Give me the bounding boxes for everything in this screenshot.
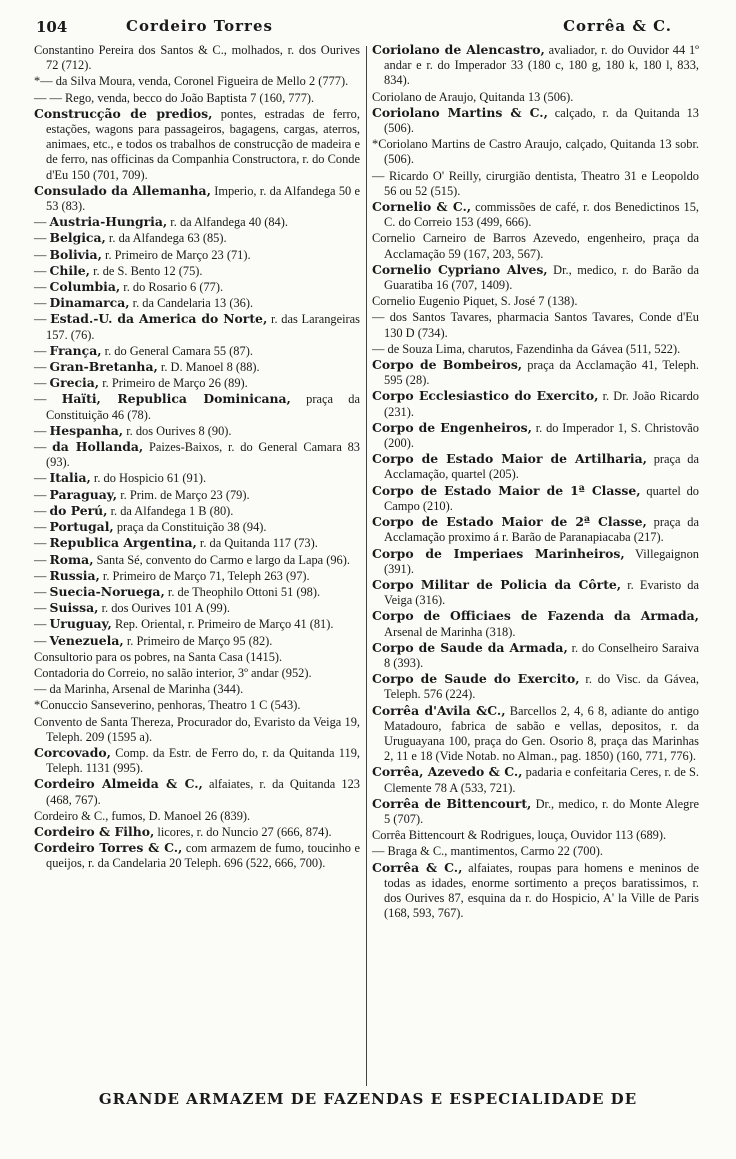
entry-name: Grecia, — [49, 375, 100, 391]
entry-details: Dr., medico, r. do Barão da Guaratiba 16 (707, 1409). — [384, 262, 700, 293]
entry-lead: — — [34, 682, 50, 697]
entry-lead: — — [34, 617, 50, 632]
entry-lead: — — [372, 310, 390, 325]
entry-details: da Marinha, Arsenal de Marinha (344). — [49, 682, 244, 697]
page-footer-advert: GRANDE ARMAZEM DE FAZENDAS E ESPECIALIDADE DE — [98, 1090, 638, 1108]
entry-name: Corpo de Saude do Exercito, — [372, 671, 580, 687]
entry-details: r. dos Ourives 101 A (99). — [98, 601, 230, 616]
entry-details: r. do Rosario 6 (77). — [120, 280, 224, 295]
directory-entry — [34, 552, 360, 568]
entry-details: r. Primeiro de Março 95 (82). — [123, 633, 273, 648]
entry-details: r. Primeiro de Março 26 (89). — [99, 376, 248, 391]
entry-details: *Coriolano Martins de Castro Araujo, calçado, Quitanda 13 sobr. (506). — [372, 137, 699, 167]
directory-entry — [372, 42, 699, 89]
entry-details: Villegaignon (391). — [384, 546, 699, 576]
entry-name: Russia, — [49, 567, 100, 583]
directory-entry — [372, 420, 699, 451]
entry-lead: — — — [34, 90, 65, 105]
entry-name: Bolivia, — [49, 246, 102, 262]
entry-lead: — — [34, 584, 50, 599]
entry-name: Cordeiro Torres & C., — [34, 840, 183, 856]
directory-entry — [34, 230, 360, 246]
directory-entry — [34, 776, 360, 807]
directory-entry — [34, 808, 360, 824]
entry-details: r. dos Ourives 8 (90). — [123, 423, 232, 438]
entry-details: praça da Acclamação proximo á r. Barão de Paranapiacaba (217). — [384, 515, 699, 545]
entry-name: Cornelio & C., — [372, 199, 472, 215]
directory-entry — [34, 359, 360, 375]
entry-lead: — — [34, 296, 50, 311]
entry-lead: — — [372, 341, 388, 356]
directory-entry — [372, 546, 699, 577]
entry-details: Constantino Pereira dos Santos & C., molhados, r. dos Ourives 72 (712). — [34, 43, 360, 73]
entry-lead: — — [372, 168, 390, 183]
directory-entry — [34, 263, 360, 279]
entry-details: quartel do Campo (210). — [384, 483, 699, 513]
directory-entry — [34, 600, 360, 616]
entry-lead: — — [34, 536, 50, 551]
entry-details: Convento de Santa Thereza, Procurador do, Evaristo da Veiga 19, Teleph. 209 (1595 a). — [34, 714, 360, 744]
directory-entry — [34, 649, 360, 665]
entry-details: Imperio, r. da Alfandega 50 e 53 (83). — [46, 183, 361, 214]
entry-name: Corrêa, Azevedo & C., — [372, 764, 523, 780]
entry-details: Paizes-Baixos, r. do General Camara 83 (93). — [46, 440, 360, 470]
entry-name: Corpo de Engenheiros, — [372, 419, 532, 435]
entry-details: r. do Visc. da Gávea, Teleph. 576 (224). — [384, 672, 699, 702]
directory-entry — [372, 640, 699, 671]
entry-details: r. Evaristo da Veiga (316). — [384, 577, 699, 608]
directory-entry — [372, 577, 699, 608]
directory-entry — [34, 214, 360, 230]
entry-name: Uruguay, — [49, 616, 112, 632]
entry-details: r. das Larangeiras 157. (76). — [46, 312, 360, 342]
entry-name: Corpo Militar de Policia da Côrte, — [372, 576, 622, 592]
directory-entry — [34, 584, 360, 600]
entry-details: licores, r. do Nuncio 27 (666, 874). — [154, 824, 332, 839]
entry-details: Cornelio Carneiro de Barros Azevedo, engenheiro, praça da Acclamação 59 (167, 203, 567). — [372, 231, 699, 261]
entry-name: Construcção de predios, — [34, 105, 213, 121]
entry-name: Corcovado, — [34, 744, 111, 760]
entry-details: praça da Constituição 46 (78). — [46, 392, 360, 422]
directory-entry — [34, 840, 360, 871]
entry-lead: — — [34, 360, 50, 375]
entry-details: praça da Acclamação 41, Teleph. 595 (28). — [384, 358, 699, 388]
entry-name: Cordeiro & Filho, — [34, 823, 155, 839]
directory-entry — [372, 136, 699, 167]
directory-entry — [34, 519, 360, 535]
entry-lead: *— — [34, 74, 56, 89]
entry-name: Dinamarca, — [49, 295, 130, 311]
entry-name: Italia, — [49, 470, 91, 486]
entry-lead: — — [34, 520, 50, 535]
directory-entry — [372, 341, 699, 357]
entry-lead: — — [34, 633, 50, 648]
entry-details: r. Dr. João Ricardo (231). — [384, 389, 699, 419]
entry-lead: — — [34, 487, 50, 502]
entry-lead: — — [34, 247, 50, 262]
entry-name: Corpo de Officiaes de Fazenda da Armada, — [372, 608, 699, 624]
entry-name: Corpo de Saude da Armada, — [372, 639, 568, 655]
entry-lead: — — [34, 568, 50, 583]
entry-details: Santa Sé, convento do Carmo e largo da Lapa (96). — [93, 552, 350, 567]
entry-name: Coriolano de Alencastro, — [372, 42, 545, 57]
entry-name: Cordeiro Almeida & C., — [34, 776, 203, 792]
entry-name: Corrêa d'Avila &C., — [372, 702, 506, 718]
entry-details: r. D. Manoel 8 (88). — [157, 360, 260, 375]
entry-details: alfaiates, r. da Quitanda 123 (468, 767). — [46, 777, 360, 807]
entry-details: r. da Alfandega 63 (85). — [105, 231, 227, 246]
entry-name: Belgica, — [49, 230, 106, 246]
entry-name: Haïti, Republica Dominicana, — [61, 391, 291, 407]
right-running-head: Corrêa & C. — [563, 17, 672, 35]
entry-details: r. da Candelaria 13 (36). — [129, 296, 254, 311]
directory-entry — [34, 106, 360, 183]
directory-entry — [34, 470, 360, 486]
entry-lead: — — [34, 215, 50, 230]
entry-name: França, — [49, 342, 102, 358]
entry-details: r. do Imperador 1, S. Christovão (200). — [384, 420, 699, 451]
entry-details: avaliador, r. do Ouvidor 44 1º andar e r. do Imperador 33 (180 c, 180 g, 180 k, 180 l, 833, 834). — [384, 43, 699, 88]
entry-name: Corpo de Bombeiros, — [372, 357, 523, 373]
entry-lead: — — [372, 844, 388, 859]
directory-entry — [372, 827, 699, 843]
entry-details: Comp. da Estr. de Ferro do, r. da Quitanda 119, Teleph. 1131 (995). — [46, 745, 360, 776]
entry-details: Coriolano de Araujo, Quitanda 13 (506). — [372, 89, 574, 104]
entry-details: dos Santos Tavares, pharmacia Santos Tavares, Conde d'Eu 130 D (734). — [384, 310, 699, 340]
entry-lead: — — [34, 392, 62, 407]
entry-name: Chile, — [49, 262, 90, 278]
entry-name: Corpo de Estado Maior de Artilharia, — [372, 451, 647, 467]
entry-name: Suissa, — [49, 600, 99, 616]
entry-name: da Hollanda, — [52, 439, 144, 455]
directory-entry — [372, 703, 699, 765]
entry-name: Paraguay, — [49, 486, 118, 502]
directory-entry — [372, 309, 699, 340]
directory-entry — [34, 503, 360, 519]
entry-name: Austria-Hungria, — [49, 214, 168, 230]
entry-name: Cornelio Cypriano Alves, — [372, 261, 548, 277]
page-number: 104 — [36, 18, 68, 36]
entry-details: praça da Acclamação, quartel (205). — [384, 452, 700, 482]
directory-entry — [34, 439, 360, 470]
directory-entry — [372, 357, 699, 388]
entry-details: da Silva Moura, venda, Coronel Figueira de Mello 2 (777). — [55, 74, 349, 89]
directory-entry — [34, 714, 360, 745]
entry-details: Consultorio para os pobres, na Santa Casa (1415). — [34, 649, 283, 664]
entry-details: Ricardo O' Reilly, cirurgião dentista, Theatro 31 e Leopoldo 56 ou 52 (515). — [384, 168, 699, 198]
entry-name: Corpo de Imperiaes Marinheiros, — [372, 545, 625, 561]
directory-entry — [372, 451, 699, 482]
entry-name: Corpo de Estado Maior de 1ª Classe, — [372, 482, 641, 498]
directory-entry — [372, 262, 699, 293]
entry-details: Rep. Oriental, r. Primeiro de Março 41 (81). — [111, 617, 334, 632]
entry-details: r. do General Camara 55 (87). — [101, 343, 253, 358]
page-header — [36, 14, 700, 40]
directory-entry — [34, 90, 360, 106]
directory-entry — [34, 535, 360, 551]
entry-details: pontes, estradas de ferro, estações, wagons para passageiros, bagagens, cargas, aterros, animaes, etc., e todos os trabalhos de construcção de madeira e de ferro, nas officinas da Companhia Constructora, r. do Conde d'Eu 150 (701, 709). — [46, 106, 360, 182]
directory-entry — [372, 199, 699, 230]
entry-details: de Souza Lima, charutos, Fazendinha da Gávea (511, 522). — [387, 341, 681, 356]
entry-lead: — — [34, 471, 50, 486]
entry-details: r. Primeiro de Março 71, Teleph 263 (97). — [99, 568, 310, 583]
directory-entry — [34, 568, 360, 584]
entry-name: Corrêa de Bittencourt, — [372, 795, 532, 811]
directory-entry — [372, 671, 699, 702]
directory-entry — [34, 343, 360, 359]
directory-entry — [34, 311, 360, 342]
entry-name: Venezuela, — [49, 632, 124, 648]
directory-entry — [34, 745, 360, 776]
directory-entry — [372, 843, 699, 859]
entry-name: Hespanha, — [49, 422, 124, 438]
entry-details: r. de Theophilo Ottoni 51 (98). — [164, 584, 321, 599]
entry-name: Corrêa & C., — [372, 859, 463, 875]
entry-details: r. Prim. de Março 23 (79). — [117, 487, 250, 502]
directory-entry — [34, 42, 360, 73]
directory-entry — [34, 616, 360, 632]
directory-entry — [34, 295, 360, 311]
entry-details: r. de S. Bento 12 (75). — [89, 263, 203, 278]
directory-entry — [34, 697, 360, 713]
entry-lead: — — [34, 280, 50, 295]
entry-details: Corrêa Bittencourt & Rodrigues, louça, Ouvidor 113 (689). — [372, 828, 667, 843]
left-running-head: Cordeiro Torres — [126, 17, 273, 35]
entry-details: r. da Quitanda 117 (73). — [196, 536, 318, 551]
entry-details: padaria e confeitaria Ceres, r. de S. Clemente 78 A (533, 721). — [384, 765, 699, 795]
directory-entry — [372, 608, 699, 639]
left-column — [34, 42, 360, 872]
entry-lead: — — [34, 503, 50, 518]
directory-entry — [372, 293, 699, 309]
entry-name: Coriolano Martins & C., — [372, 104, 548, 120]
entry-details: Rego, venda, becco do João Baptista 7 (160, 777). — [64, 90, 315, 105]
directory-entry — [34, 633, 360, 649]
directory-entry — [34, 391, 360, 422]
entry-name: Roma, — [49, 551, 94, 567]
directory-entry — [372, 230, 699, 261]
directory-entry — [34, 824, 360, 840]
directory-entry — [372, 483, 699, 514]
directory-entry — [372, 860, 699, 922]
entry-name: Corpo de Estado Maior de 2ª Classe, — [372, 514, 647, 530]
entry-details: alfaiates, roupas para homens e meninos de todas as idades, enorme sortimento a preços baratissimos, r. dos Ourives 87, esquina da r. do Hospicio, A' la Ville de Paris (168, 593, 767). — [384, 860, 700, 921]
entry-details: *Conuccio Sanseverino, penhoras, Theatro 1 C (543). — [34, 698, 301, 713]
entry-lead: — — [34, 601, 50, 616]
column-divider — [366, 46, 367, 1086]
entry-details: Barcellos 2, 4, 6 8, adiante do antigo Matadouro, fabrica de sabão e vellas, depositos, r. da Uruguayana 100, praça do Gen. Osorio 8, praça das Marinhas 2, 11 e 18 (Vide Notab. no Alman., pag. 1850) (160, 771, 776). — [384, 703, 699, 764]
entry-lead: — — [34, 376, 50, 391]
directory-entry — [34, 487, 360, 503]
directory-entry — [372, 168, 699, 199]
entry-details: Arsenal de Marinha (318). — [384, 624, 516, 639]
entry-lead: — — [34, 440, 53, 455]
entry-name: Estad.-U. da America do Norte, — [50, 311, 268, 327]
entry-details: r. do Conselheiro Saraiva 8 (393). — [384, 640, 699, 670]
entry-name: Corpo Ecclesiastico do Exercito, — [372, 388, 599, 404]
directory-entry — [372, 796, 699, 827]
directory-entry — [34, 183, 360, 214]
directory-entry — [34, 247, 360, 263]
entry-details: r. da Alfandega 40 (84). — [167, 215, 288, 230]
entry-details: calçado, r. da Quitanda 13 (506). — [384, 105, 699, 136]
entry-details: Cordeiro & C., fumos, D. Manoel 26 (839). — [34, 808, 251, 823]
entry-name: do Perú, — [49, 502, 108, 518]
entry-lead: — — [34, 231, 50, 246]
directory-entry — [34, 73, 360, 89]
directory-entry — [372, 105, 699, 136]
directory-entry — [372, 89, 699, 105]
entry-lead: — — [34, 423, 50, 438]
entry-name: Columbia, — [49, 279, 121, 295]
entry-lead: — — [34, 552, 50, 567]
directory-entry — [372, 388, 699, 419]
entry-details: Dr., medico, r. do Monte Alegre 5 (707). — [384, 796, 700, 826]
directory-entry — [34, 279, 360, 295]
entry-details: Cornelio Eugenio Piquet, S. José 7 (138). — [372, 294, 578, 309]
entry-details: commissões de café, r. dos Benedictinos 15, C. do Correio 153 (499, 666). — [384, 200, 700, 230]
entry-lead: — — [34, 312, 51, 327]
entry-name: Republica Argentina, — [49, 535, 197, 551]
entry-details: Braga & C., mantimentos, Carmo 22 (700). — [387, 844, 603, 859]
directory-entry — [34, 681, 360, 697]
right-column — [372, 42, 699, 921]
entry-name: Gran-Bretanha, — [49, 359, 158, 375]
entry-details: r. do Hospicio 61 (91). — [90, 471, 207, 486]
directory-entry — [34, 665, 360, 681]
entry-lead: — — [34, 343, 50, 358]
directory-entry — [34, 375, 360, 391]
entry-details: r. da Alfandega 1 B (80). — [107, 503, 234, 518]
entry-details: r. Primeiro de Março 23 (71). — [101, 247, 251, 262]
entry-name: Portugal, — [49, 519, 114, 535]
entry-details: com armazem de fumo, toucinho e queijos, r. da Candelaria 20 Teleph. 696 (522, 666, 700). — [46, 841, 360, 871]
directory-entry — [372, 764, 699, 795]
entry-name: Suecia-Noruega, — [49, 583, 165, 599]
directory-entry — [34, 423, 360, 439]
entry-name: Consulado da Allemanha, — [34, 182, 211, 198]
entry-details: praça da Constituição 38 (94). — [113, 520, 267, 535]
entry-details: Contadoria do Correio, no salão interior, 3º andar (952). — [34, 665, 312, 680]
entry-lead: — — [34, 263, 50, 278]
directory-entry — [372, 514, 699, 545]
